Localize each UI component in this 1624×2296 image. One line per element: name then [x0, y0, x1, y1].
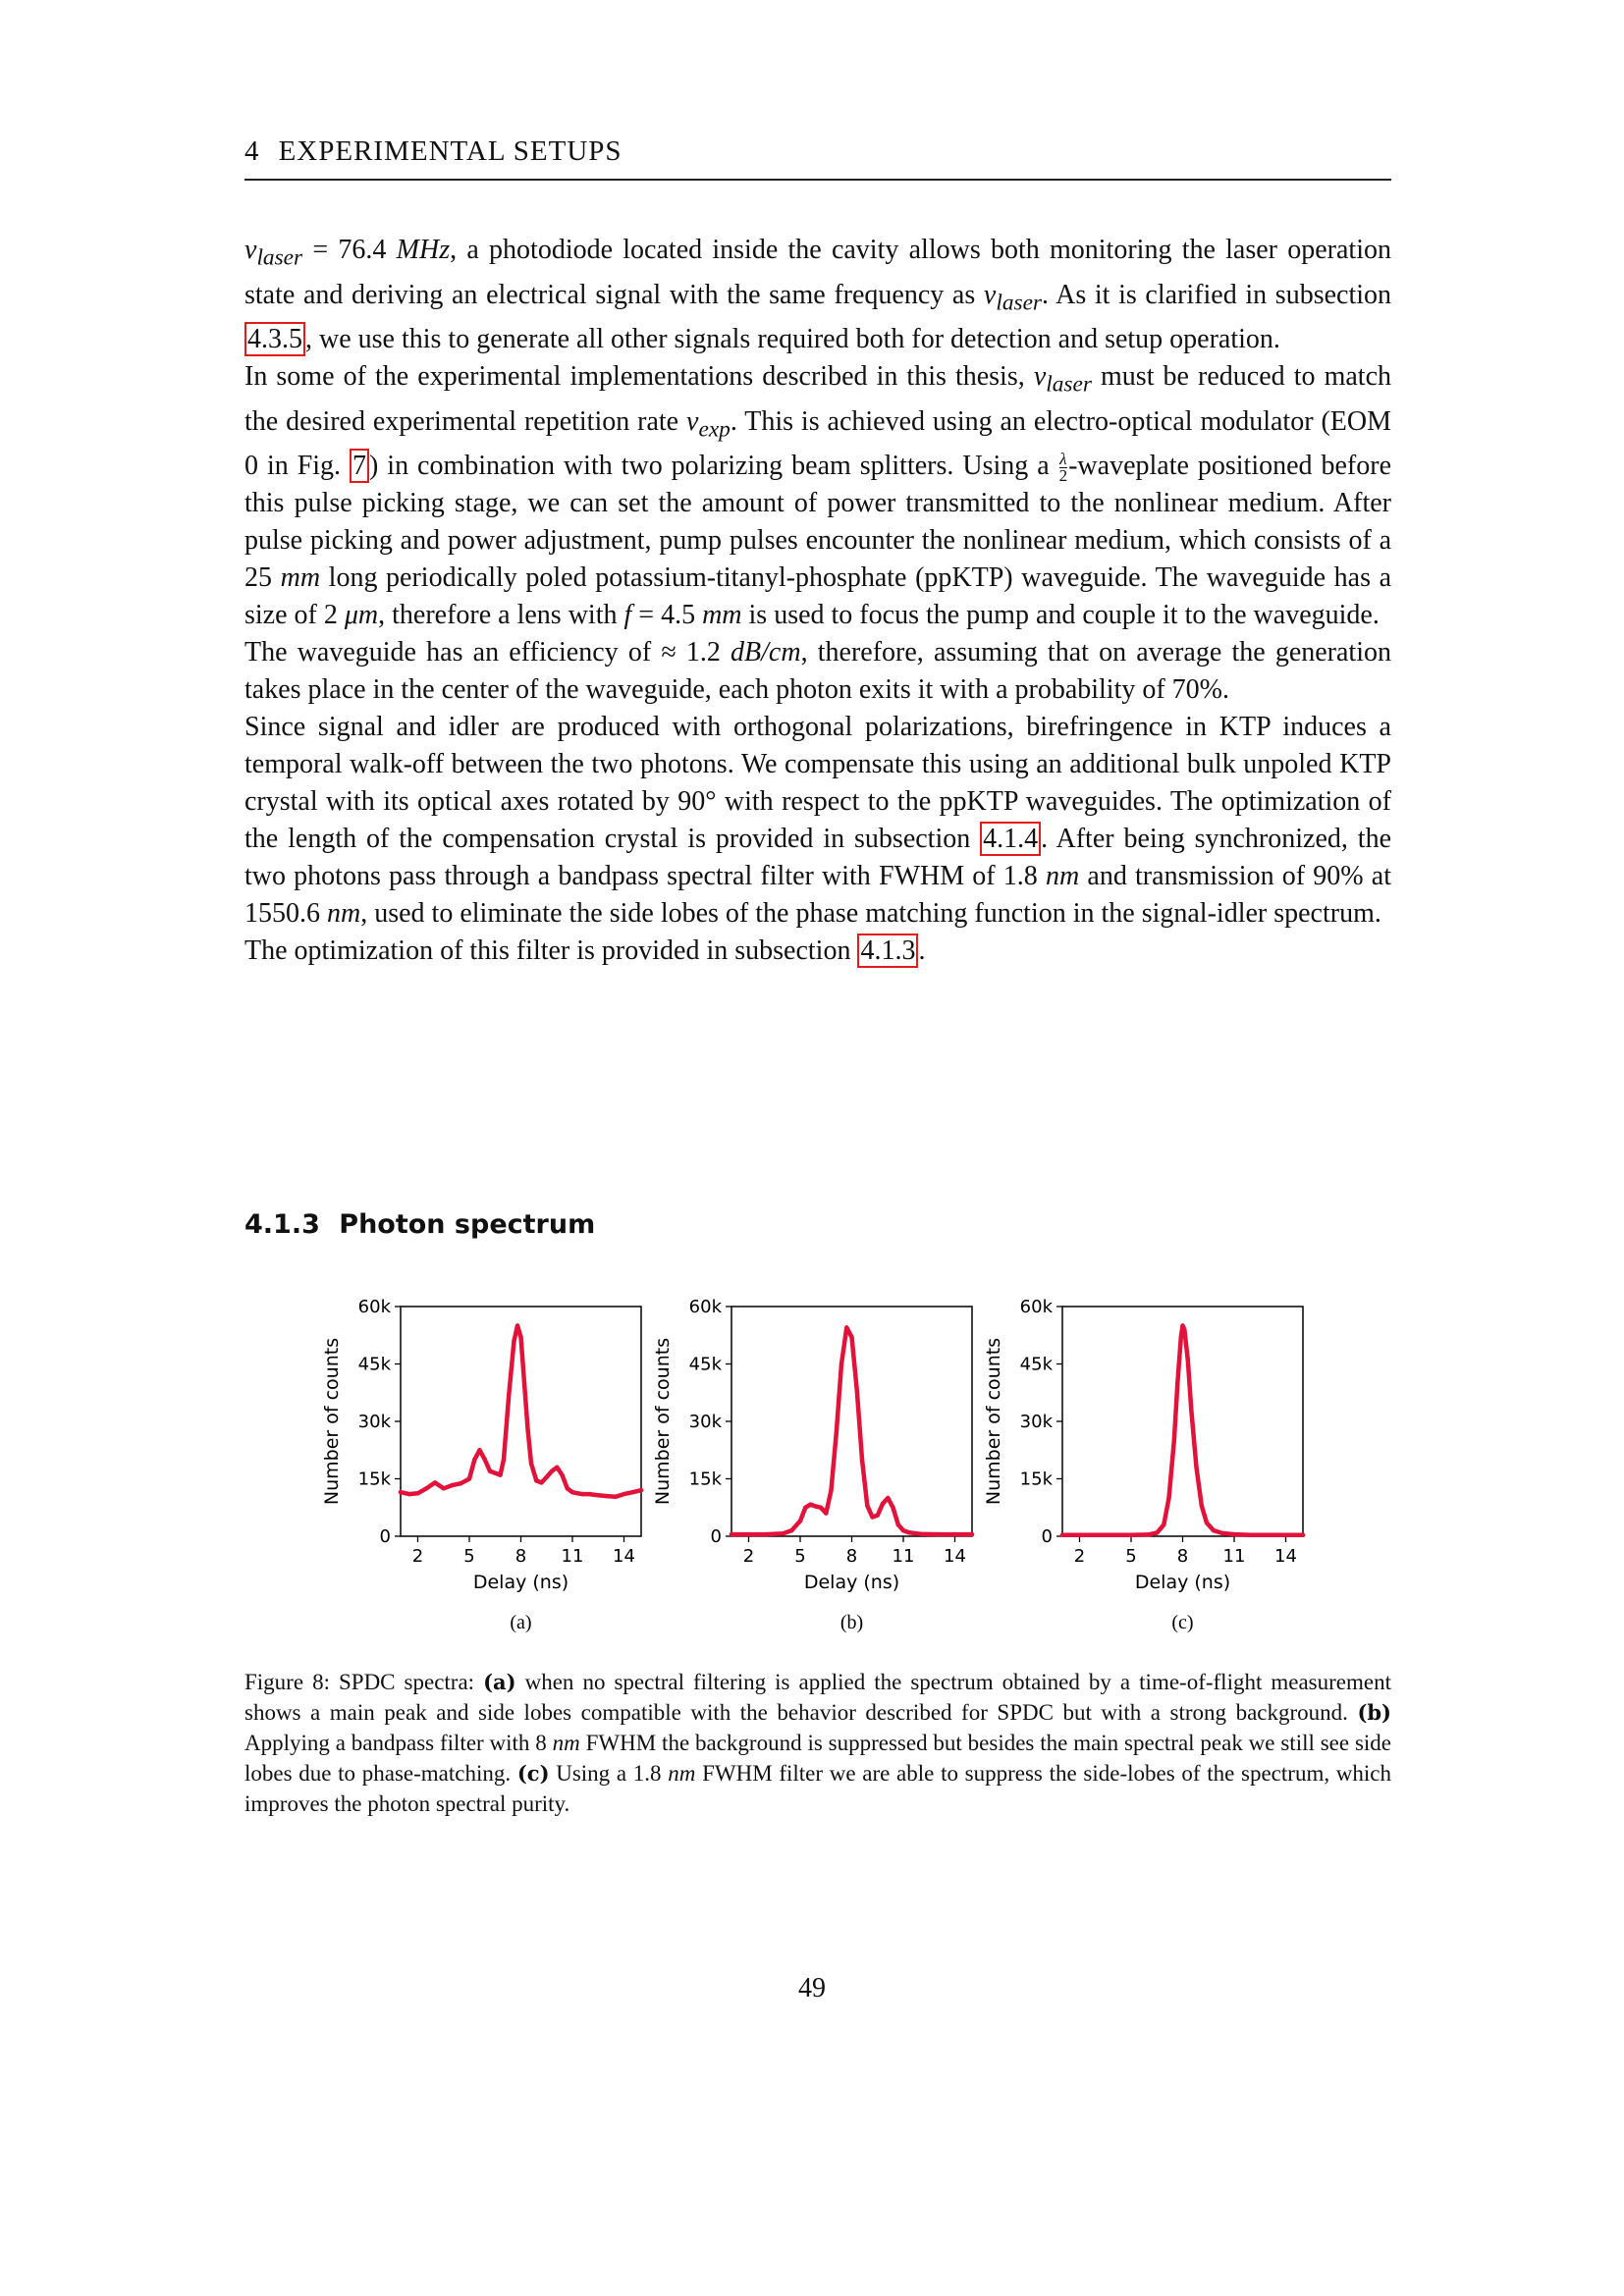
text: . This is achieved using an electro-optical modulator (EOM 0 in Fig. — [244, 405, 1391, 482]
x-axis-label: Delay (ns) — [1134, 1572, 1231, 1593]
y-tick-label: 15k — [688, 1468, 722, 1490]
data-point — [467, 1476, 471, 1480]
text: is used to focus the pump and couple it to the waveguide. — [741, 600, 1380, 631]
y-axis-label: Number of counts — [983, 1337, 1004, 1506]
unit: dB/cm — [731, 637, 801, 668]
data-point — [587, 1492, 591, 1496]
x-tick-label: 5 — [463, 1546, 475, 1567]
y-tick-label: 15k — [357, 1468, 391, 1490]
data-point — [1232, 1532, 1236, 1536]
x-tick-label: 5 — [1125, 1546, 1137, 1567]
text: ) in combination with two polarizing beam splitters. Using a — [369, 451, 1058, 482]
data-point — [1166, 1496, 1170, 1500]
data-point — [483, 1458, 487, 1462]
data-point — [515, 1323, 519, 1327]
data-point — [477, 1448, 481, 1452]
data-point — [566, 1486, 569, 1490]
x-tick-label: 8 — [1176, 1546, 1189, 1567]
fraction-numerator: λ — [1059, 450, 1067, 469]
text: . As it is clarified in subsection — [1042, 279, 1391, 310]
data-point — [808, 1502, 812, 1506]
y-tick-label: 30k — [357, 1412, 391, 1432]
data-point — [896, 1522, 900, 1526]
chapter-title: EXPERIMENTAL SETUPS — [278, 135, 623, 167]
data-point — [835, 1431, 839, 1435]
data-point — [498, 1472, 502, 1476]
subsection-link[interactable]: 4.3.5 — [244, 322, 305, 356]
y-tick-label: 60k — [357, 1297, 391, 1317]
figure-caption — [244, 1667, 1391, 1819]
nu-subscript: laser — [996, 290, 1043, 316]
data-point — [518, 1335, 522, 1339]
nu-symbol: ν — [1033, 361, 1047, 393]
text: , therefore a lens with — [378, 600, 624, 631]
data-point — [639, 1488, 643, 1492]
text: FWHM the background is suppressed but besides the main spectral peak we still see side lobes due to phase-matching. — [244, 1731, 1391, 1786]
data-point — [407, 1492, 411, 1496]
data-point — [1180, 1323, 1184, 1327]
data-point — [1095, 1533, 1099, 1537]
data-point — [1301, 1533, 1305, 1537]
text: The waveguide has an efficiency of ≈ 1.2 — [244, 637, 731, 668]
data-point — [534, 1478, 538, 1482]
data-point — [781, 1531, 785, 1535]
section-heading — [244, 1209, 595, 1240]
data-point — [596, 1493, 600, 1497]
caption-panel-ref: (a) — [483, 1670, 516, 1694]
text: = 76.4 — [302, 235, 397, 265]
data-point — [839, 1362, 843, 1365]
x-tick-label: 14 — [613, 1546, 635, 1567]
data-point — [580, 1492, 584, 1496]
x-tick-label: 8 — [845, 1546, 858, 1567]
paragraph-1 — [244, 232, 1391, 358]
data-point — [876, 1513, 880, 1517]
data-point — [605, 1494, 609, 1498]
data-point — [814, 1504, 818, 1508]
data-point — [918, 1531, 922, 1535]
unit: nm — [668, 1761, 696, 1786]
data-point — [829, 1488, 833, 1492]
figure-8 — [314, 1271, 1335, 1644]
text: . — [918, 935, 926, 967]
caption-panel-ref: (b) — [1357, 1700, 1391, 1725]
data-point — [472, 1458, 476, 1462]
figure-link[interactable]: 7 — [350, 449, 369, 483]
data-point — [512, 1339, 515, 1343]
data-point — [502, 1458, 506, 1462]
unit: mm — [702, 600, 742, 631]
data-point — [764, 1532, 768, 1536]
data-point — [525, 1427, 529, 1431]
y-tick-label: 60k — [688, 1297, 722, 1317]
data-point — [865, 1504, 869, 1508]
data-point — [906, 1530, 910, 1534]
data-point — [1060, 1533, 1064, 1537]
x-tick-label: 11 — [561, 1546, 584, 1567]
data-point — [539, 1480, 543, 1484]
paragraph-4 — [244, 709, 1391, 933]
data-point — [1200, 1504, 1204, 1508]
data-point — [442, 1486, 446, 1490]
running-header — [244, 135, 1391, 181]
x-tick-label: 8 — [514, 1546, 527, 1567]
data-point — [789, 1528, 793, 1532]
paragraph-2 — [244, 358, 1391, 634]
data-point — [1146, 1532, 1150, 1536]
data-point — [555, 1466, 559, 1469]
text: Since signal and idler are produced with orthogonal polarizations, birefringence in KTP induces a temporal walk-off between the two photons. We compensate this using an additional bulk unpoled KTP crystal with its optical axes rotated by 90° with respect to the ppKTP waveguides. The optimization of the length of the compensation crystal is provided in subsection — [244, 712, 1391, 855]
y-tick-label: 0 — [1041, 1526, 1053, 1547]
text: , we use this to generate all other signals required both for detection and setup operation. — [305, 324, 1280, 355]
caption-panel-ref: (c) — [516, 1761, 550, 1786]
x-tick-label: 14 — [944, 1546, 966, 1567]
y-tick-label: 45k — [1019, 1354, 1053, 1375]
series-line — [1062, 1326, 1303, 1535]
nu-subscript: laser — [1046, 371, 1092, 398]
text: = 4.5 — [631, 600, 703, 631]
y-tick-label: 60k — [1019, 1297, 1053, 1317]
page-number: 49 — [798, 1973, 826, 2003]
x-tick-label: 14 — [1274, 1546, 1297, 1567]
data-point — [1175, 1381, 1179, 1385]
data-point — [1189, 1408, 1193, 1412]
data-point — [630, 1490, 634, 1494]
section-number: 4.1.3 — [244, 1209, 320, 1240]
symbol: f — [623, 600, 632, 631]
y-tick-label: 45k — [688, 1354, 722, 1375]
y-tick-label: 30k — [688, 1412, 722, 1432]
paragraph-5 — [244, 933, 1391, 970]
spectra-charts — [314, 1271, 1335, 1644]
data-point — [1182, 1327, 1186, 1331]
series-line — [401, 1326, 641, 1497]
data-point — [493, 1470, 497, 1474]
unit: μm — [344, 600, 379, 631]
data-point — [911, 1531, 915, 1535]
x-tick-label: 2 — [411, 1546, 424, 1567]
data-point — [459, 1481, 462, 1485]
unit: MHz — [396, 235, 451, 265]
data-point — [1162, 1522, 1165, 1526]
data-point — [855, 1389, 859, 1393]
data-point — [1249, 1533, 1253, 1537]
data-point — [952, 1532, 956, 1536]
data-point — [803, 1506, 807, 1510]
data-point — [824, 1511, 828, 1515]
data-point — [886, 1496, 890, 1500]
text: In some of the experimental implementations described in this thesis, — [244, 361, 1034, 393]
data-point — [730, 1532, 733, 1536]
data-point — [1194, 1466, 1198, 1469]
data-point — [1155, 1530, 1159, 1534]
subsection-link[interactable]: 4.1.3 — [857, 934, 918, 968]
unit: nm — [1046, 861, 1080, 892]
nu-symbol: ν — [244, 235, 257, 265]
data-point — [1212, 1528, 1216, 1532]
text: . After being synchronized, the two photons pass through a bandpass spectral filter with FWHM of 1.8 — [244, 824, 1391, 892]
data-point — [1205, 1521, 1209, 1524]
data-point — [798, 1519, 802, 1522]
data-point — [1220, 1531, 1224, 1535]
section-title: Photon spectrum — [339, 1209, 596, 1240]
unit: mm — [280, 562, 321, 594]
data-point — [1179, 1335, 1183, 1339]
text: , used to eliminate the side lobes of the phase matching function in the signal-idler spectrum. — [360, 898, 1381, 930]
caption-label: Figure 8: SPDC spectra: — [244, 1670, 484, 1694]
paragraph-3 — [244, 634, 1391, 709]
text: -waveplate positioned before this pulse picking stage, we can set the amount of power transmitted to the nonlinear medium. After pulse picking and power adjustment, pump pulses encounter the nonlinear medium, which consists of a 25 — [244, 451, 1391, 594]
text: must be reduced to match the desired experimental repetition rate — [244, 361, 1392, 437]
panel-label: (a) — [510, 1612, 532, 1633]
data-point — [399, 1490, 403, 1494]
data-point — [614, 1495, 618, 1499]
data-point — [545, 1474, 549, 1478]
data-point — [415, 1491, 419, 1495]
fraction — [1059, 452, 1068, 484]
data-point — [507, 1393, 511, 1397]
text: FWHM filter we are able to suppress the side-lobes of the spectrum, which improves the photon spectral purity. — [244, 1761, 1391, 1816]
data-point — [1129, 1533, 1133, 1537]
x-axis-label: Delay (ns) — [472, 1572, 569, 1593]
data-point — [901, 1528, 905, 1532]
data-point — [450, 1483, 454, 1487]
nu-subscript: exp — [698, 416, 731, 443]
y-tick-label: 0 — [710, 1526, 722, 1547]
text: , therefore, assuming that on average the generation takes place in the center of the waveguide, each photon exits it with a probability of 70%. — [244, 637, 1391, 706]
data-point — [1267, 1533, 1271, 1537]
text: and transmission of 90% at 1550.6 — [244, 861, 1391, 930]
data-point — [881, 1502, 885, 1506]
x-tick-label: 2 — [742, 1546, 755, 1567]
data-point — [870, 1515, 874, 1519]
text: , a photodiode located inside the cavity allows both monitoring the laser operation state and deriving an electrical signal with the same frequency as — [244, 235, 1391, 310]
data-point — [849, 1335, 853, 1339]
data-point — [936, 1532, 940, 1536]
data-point — [891, 1506, 894, 1510]
data-point — [1186, 1358, 1190, 1362]
unit: nm — [327, 898, 361, 930]
fraction-denominator: 2 — [1058, 466, 1068, 486]
panel-label: (c) — [1171, 1612, 1194, 1633]
data-point — [575, 1491, 579, 1495]
x-tick-label: 5 — [794, 1546, 806, 1567]
data-point — [844, 1325, 848, 1329]
data-point — [570, 1490, 574, 1494]
data-point — [819, 1506, 823, 1510]
nu-symbol: ν — [686, 405, 699, 437]
data-point — [529, 1462, 533, 1466]
y-axis-label: Number of counts — [652, 1337, 674, 1506]
y-tick-label: 0 — [379, 1526, 391, 1547]
subsection-link[interactable]: 4.1.4 — [980, 822, 1041, 856]
text: when no spectral filtering is applied the spectrum obtained by a time-of-flight measurement shows a main peak and side lobes compatible with the behavior described for SPDC but with a strong background. — [244, 1670, 1391, 1725]
data-point — [622, 1492, 625, 1496]
x-tick-label: 2 — [1073, 1546, 1086, 1567]
text: Applying a bandpass filter with 8 — [244, 1731, 553, 1755]
y-tick-label: 45k — [357, 1354, 391, 1375]
text: Using a 1.8 — [549, 1761, 669, 1786]
text: The optimization of this filter is provided in subsection — [244, 935, 858, 967]
panel-label: (b) — [839, 1612, 864, 1633]
y-tick-label: 30k — [1019, 1412, 1053, 1432]
data-point — [1172, 1438, 1176, 1442]
data-point — [522, 1381, 526, 1385]
data-point — [560, 1472, 564, 1476]
text: long periodically poled potassium-titanyl-phosphate (ppKTP) waveguide. The waveguide has a size of 2 — [244, 562, 1391, 631]
nu-subscript: laser — [256, 244, 303, 271]
y-tick-label: 15k — [1019, 1468, 1053, 1490]
data-point — [550, 1469, 554, 1473]
x-axis-label: Delay (ns) — [803, 1572, 900, 1593]
chapter-number: 4 — [244, 135, 260, 167]
data-point — [433, 1480, 437, 1484]
x-tick-label: 11 — [1222, 1546, 1246, 1567]
x-tick-label: 11 — [892, 1546, 915, 1567]
body-text — [244, 232, 1391, 970]
nu-symbol: ν — [983, 279, 997, 310]
unit: nm — [552, 1731, 580, 1755]
y-axis-label: Number of counts — [321, 1337, 343, 1506]
data-point — [488, 1469, 492, 1473]
data-point — [746, 1532, 750, 1536]
series-line — [731, 1327, 972, 1534]
data-point — [970, 1532, 974, 1536]
data-point — [860, 1458, 864, 1462]
data-point — [424, 1486, 428, 1490]
